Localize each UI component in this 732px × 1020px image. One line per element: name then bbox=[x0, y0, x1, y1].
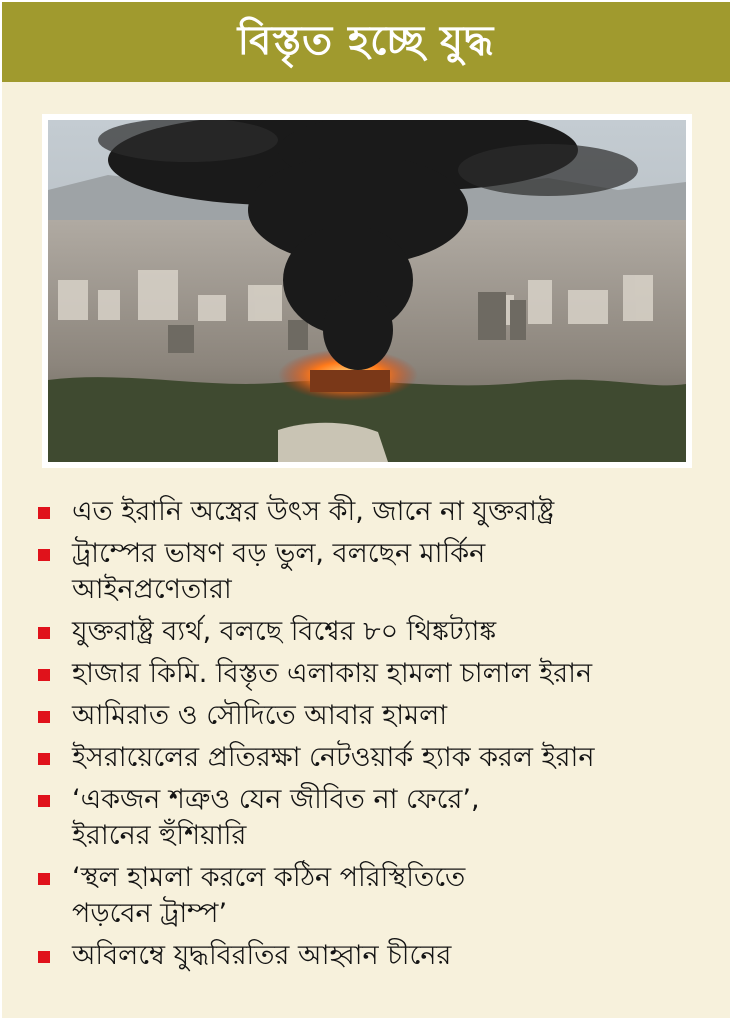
header-banner bbox=[2, 2, 730, 82]
news-card bbox=[2, 2, 730, 1018]
list-item-text: এত ইরানি অস্ত্রের উৎস কী, জানে না যুক্তরাষ্ট্র bbox=[72, 496, 555, 527]
list-item-text: যুক্তরাষ্ট্র ব্যর্থ, বলছে বিশ্বের ৮০ থিঙ্কট্যাঙ্ক bbox=[72, 616, 497, 647]
list-item bbox=[38, 860, 698, 932]
list-item bbox=[38, 782, 698, 854]
list-item-text: আমিরাত ও সৌদিতে আবার হামলা bbox=[72, 700, 448, 731]
bullet-square-icon bbox=[38, 753, 50, 765]
headline-list bbox=[38, 494, 698, 980]
bullet-square-icon bbox=[38, 507, 50, 519]
news-photo bbox=[42, 114, 692, 468]
list-item bbox=[38, 698, 698, 734]
list-item-text: ‘স্থল হামলা করলে কঠিন পরিস্থিতিতে bbox=[72, 862, 466, 893]
list-item bbox=[38, 938, 698, 974]
page-title: বিস্তৃত হচ্ছে যুদ্ধ bbox=[237, 17, 495, 64]
bullet-square-icon bbox=[38, 627, 50, 639]
list-item-text: অবিলম্বে যুদ্ধবিরতির আহ্বান চীনের bbox=[72, 940, 452, 971]
list-item bbox=[38, 656, 698, 692]
list-item bbox=[38, 536, 698, 608]
list-item bbox=[38, 614, 698, 650]
bullet-square-icon bbox=[38, 669, 50, 681]
bullet-square-icon bbox=[38, 549, 50, 561]
bullet-square-icon bbox=[38, 711, 50, 723]
list-item-text: ইসরায়েলের প্রতিরক্ষা নেটওয়ার্ক হ্যাক করল ইরান bbox=[72, 742, 595, 773]
bullet-square-icon bbox=[38, 951, 50, 963]
list-item bbox=[38, 740, 698, 776]
list-item-text: পড়বেন ট্রাম্প’ bbox=[72, 898, 228, 929]
bullet-square-icon bbox=[38, 873, 50, 885]
city-fire-smoke-photo bbox=[48, 120, 686, 462]
list-item-text: আইনপ্রণেতারা bbox=[72, 574, 232, 605]
list-item-text: ইরানের হুঁশিয়ারি bbox=[72, 820, 247, 851]
list-item-text: ‘একজন শত্রুও যেন জীবিত না ফেরে’, bbox=[72, 784, 480, 815]
list-item bbox=[38, 494, 698, 530]
list-item-text: ট্রাম্পের ভাষণ বড় ভুল, বলছেন মার্কিন bbox=[72, 538, 486, 569]
list-item-text: হাজার কিমি. বিস্তৃত এলাকায় হামলা চালাল ইরান bbox=[72, 658, 593, 689]
bullet-square-icon bbox=[38, 795, 50, 807]
